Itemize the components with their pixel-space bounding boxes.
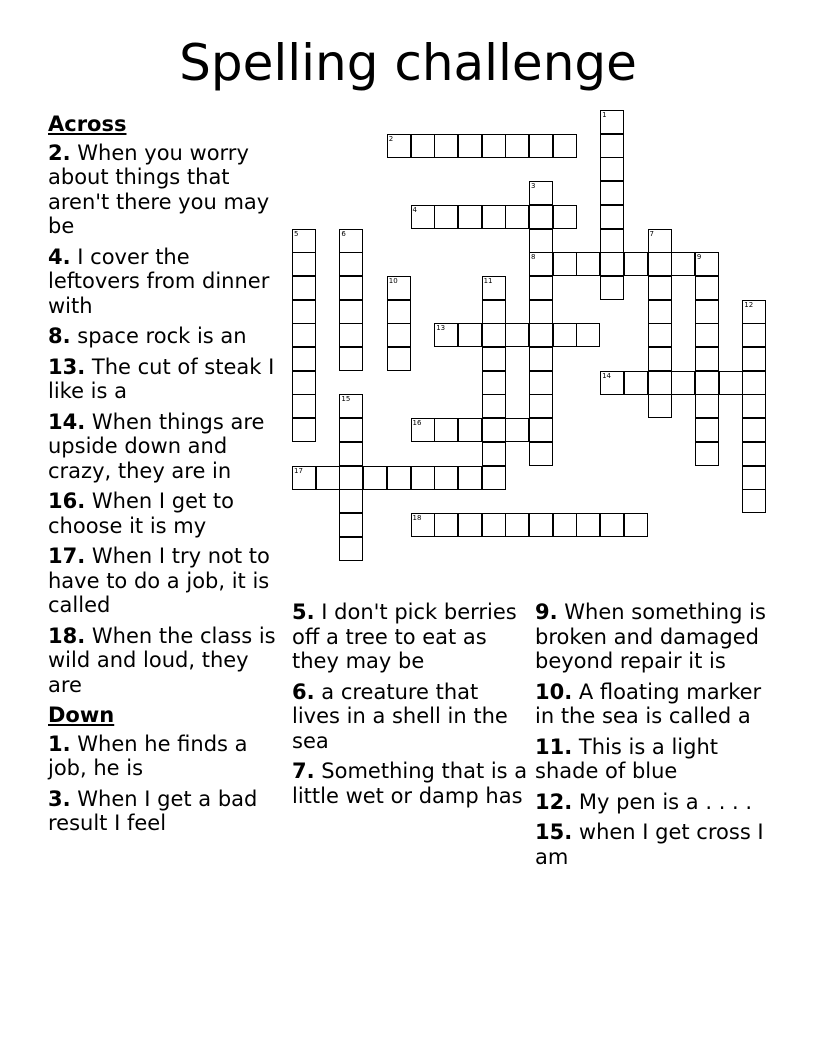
grid-cell[interactable] xyxy=(742,347,766,371)
grid-cell[interactable] xyxy=(648,252,672,276)
grid-cell[interactable] xyxy=(600,110,624,134)
grid-cell[interactable] xyxy=(458,513,482,537)
grid-cell[interactable] xyxy=(553,323,577,347)
grid-cell[interactable] xyxy=(292,418,316,442)
grid-cell[interactable] xyxy=(624,252,648,276)
cell-number: 9 xyxy=(696,253,702,262)
grid-cell[interactable] xyxy=(339,229,363,253)
grid-cell[interactable] xyxy=(600,229,624,253)
cell-number: 3 xyxy=(531,182,536,191)
clue-number: 12. xyxy=(535,789,573,814)
grid-cell[interactable] xyxy=(505,205,529,229)
grid-cell[interactable] xyxy=(742,442,766,466)
grid-cell[interactable] xyxy=(671,252,695,276)
grid-cell[interactable] xyxy=(529,229,553,253)
clue-number: 4. xyxy=(48,244,71,269)
grid-cell[interactable] xyxy=(482,276,506,300)
grid-cell[interactable] xyxy=(292,347,316,371)
down-heading: Down xyxy=(48,703,115,727)
grid-cell[interactable] xyxy=(742,489,766,513)
grid-cell[interactable] xyxy=(648,394,672,418)
grid-cell[interactable] xyxy=(648,323,672,347)
clue-number: 9. xyxy=(535,600,558,624)
clue-text: When something is broken and damaged beyond repair it is xyxy=(535,600,766,673)
grid-cell[interactable] xyxy=(292,394,316,418)
clue-text: When I get to choose it is my xyxy=(48,489,234,538)
clue-text: When I get a bad result I feel xyxy=(48,786,258,835)
grid-cell[interactable] xyxy=(529,181,553,205)
cell-number: 15 xyxy=(341,395,351,404)
grid-cell[interactable] xyxy=(411,466,435,490)
grid-cell[interactable] xyxy=(434,513,458,537)
grid-cell[interactable] xyxy=(339,300,363,324)
cell-number: 1 xyxy=(602,111,607,119)
grid-cell[interactable] xyxy=(458,323,482,347)
clue-text: My pen is a . . . . xyxy=(578,789,753,814)
grid-cell[interactable] xyxy=(600,134,624,158)
clue-number: 11. xyxy=(535,734,573,759)
grid-cell[interactable] xyxy=(529,134,553,158)
clue-text: The cut of steak I like is a xyxy=(48,354,275,403)
grid-cell[interactable] xyxy=(411,513,435,537)
grid-cell[interactable] xyxy=(529,276,553,300)
clue-number: 15. xyxy=(535,820,573,844)
clue-text: When I try not to have to do a job, it is called xyxy=(48,544,270,617)
grid-cell[interactable] xyxy=(600,276,624,300)
grid-cell[interactable] xyxy=(529,442,553,466)
clue-text: When things are upside down and crazy, they are in xyxy=(48,409,265,483)
grid-cell[interactable] xyxy=(434,323,458,347)
grid-cell[interactable] xyxy=(292,276,316,300)
grid-cell[interactable] xyxy=(482,442,506,466)
grid-cell[interactable] xyxy=(529,371,553,395)
grid-cell[interactable] xyxy=(339,466,363,490)
grid-cell[interactable] xyxy=(695,252,719,276)
grid-cell[interactable] xyxy=(600,371,624,395)
grid-cell[interactable] xyxy=(624,371,648,395)
clue-number: 10. xyxy=(535,679,573,704)
grid-cell[interactable] xyxy=(387,134,411,158)
grid-cell[interactable] xyxy=(339,323,363,347)
grid-cell[interactable] xyxy=(695,418,719,442)
cell-number: 10 xyxy=(388,276,398,285)
grid-cell[interactable] xyxy=(339,394,363,418)
cell-number: 6 xyxy=(341,229,346,238)
clue-number: 16. xyxy=(48,489,86,513)
grid-cell[interactable] xyxy=(600,252,624,276)
grid-cell[interactable] xyxy=(482,466,506,490)
clue-text: I cover the leftovers from dinner with xyxy=(48,244,270,318)
grid-cell[interactable] xyxy=(529,323,553,347)
grid-cell[interactable] xyxy=(434,134,458,158)
grid-cell[interactable] xyxy=(576,513,600,537)
grid-cell[interactable] xyxy=(600,181,624,205)
grid-cell[interactable] xyxy=(695,276,719,300)
grid-cell[interactable] xyxy=(553,252,577,276)
cell-number: 18 xyxy=(412,513,422,522)
clue-text: Something that is a little wet or damp has xyxy=(292,759,528,808)
grid-cell[interactable] xyxy=(458,466,482,490)
grid-cell[interactable] xyxy=(339,513,363,537)
clue-number: 14. xyxy=(48,409,86,434)
cell-number: 7 xyxy=(649,229,654,238)
grid-cell[interactable] xyxy=(316,466,340,490)
across-heading: Across xyxy=(48,112,127,136)
grid-cell[interactable] xyxy=(411,134,435,158)
grid-cell[interactable] xyxy=(576,323,600,347)
grid-cell[interactable] xyxy=(339,442,363,466)
grid-cell[interactable] xyxy=(292,323,316,347)
clue-number: 18. xyxy=(48,623,86,648)
cell-number: 8 xyxy=(531,253,536,262)
clue-number: 7. xyxy=(292,759,315,783)
grid-cell[interactable] xyxy=(387,466,411,490)
grid-cell[interactable] xyxy=(742,394,766,418)
cell-number: 4 xyxy=(412,205,417,214)
grid-cell[interactable] xyxy=(339,276,363,300)
grid-cell[interactable] xyxy=(695,300,719,324)
grid-cell[interactable] xyxy=(742,371,766,395)
cell-number: 13 xyxy=(436,324,446,333)
grid-cell[interactable] xyxy=(742,466,766,490)
grid-cell[interactable] xyxy=(292,371,316,395)
grid-cell[interactable] xyxy=(742,418,766,442)
grid-cell[interactable] xyxy=(482,134,506,158)
grid-cell[interactable] xyxy=(339,537,363,561)
grid-cell[interactable] xyxy=(458,134,482,158)
grid-cell[interactable] xyxy=(387,300,411,324)
grid-cell[interactable] xyxy=(505,323,529,347)
grid-cell[interactable] xyxy=(482,394,506,418)
grid-cell[interactable] xyxy=(482,347,506,371)
clue-number: 3. xyxy=(48,786,71,811)
grid-cell[interactable] xyxy=(648,371,672,395)
grid-cell[interactable] xyxy=(529,418,553,442)
grid-cell[interactable] xyxy=(292,252,316,276)
grid-cell[interactable] xyxy=(624,513,648,537)
grid-cell[interactable] xyxy=(482,300,506,324)
grid-cell[interactable] xyxy=(648,229,672,253)
grid-cell[interactable] xyxy=(482,205,506,229)
grid-cell[interactable] xyxy=(411,205,435,229)
clue-text: space rock is an xyxy=(77,324,247,348)
clue-number: 8. xyxy=(48,324,71,348)
grid-cell[interactable] xyxy=(482,513,506,537)
grid-cell[interactable] xyxy=(505,513,529,537)
grid-cell[interactable] xyxy=(482,371,506,395)
grid-cell[interactable] xyxy=(529,205,553,229)
clue-text: This is a light shade of blue xyxy=(535,734,719,783)
clue-number: 2. xyxy=(48,140,71,165)
cell-number: 17 xyxy=(294,466,303,475)
grid-cell[interactable] xyxy=(387,276,411,300)
clue-text: I don't pick berries off a tree to eat as they may be xyxy=(292,600,517,673)
grid-cell[interactable] xyxy=(695,323,719,347)
grid-cell[interactable] xyxy=(648,276,672,300)
grid-cell[interactable] xyxy=(292,466,316,490)
grid-cell[interactable] xyxy=(553,134,577,158)
clue-text: A floating marker in the sea is called a xyxy=(535,679,762,728)
clue-number: 6. xyxy=(292,679,315,704)
grid-cell[interactable] xyxy=(411,418,435,442)
grid-cell[interactable] xyxy=(339,252,363,276)
clue-number: 13. xyxy=(48,354,86,379)
grid-cell[interactable] xyxy=(292,300,316,324)
grid-cell[interactable] xyxy=(434,418,458,442)
grid-cell[interactable] xyxy=(742,300,766,324)
cell-number: 14 xyxy=(602,371,612,380)
cell-number: 5 xyxy=(294,229,299,238)
grid-cell[interactable] xyxy=(529,300,553,324)
grid-cell[interactable] xyxy=(387,347,411,371)
grid-cell[interactable] xyxy=(434,205,458,229)
page-title: Spelling challenge xyxy=(179,34,637,92)
grid-cell[interactable] xyxy=(648,347,672,371)
grid-cell[interactable] xyxy=(600,205,624,229)
clue-text: a creature that lives in a shell in the sea xyxy=(292,679,508,753)
grid-cell[interactable] xyxy=(576,252,600,276)
cell-number: 12 xyxy=(744,300,754,309)
clue-number: 17. xyxy=(48,544,86,568)
grid-cell[interactable] xyxy=(292,229,316,253)
grid-cell[interactable] xyxy=(458,205,482,229)
grid-cell[interactable] xyxy=(339,418,363,442)
grid-cell[interactable] xyxy=(363,466,387,490)
cell-number: 2 xyxy=(388,134,394,143)
grid-cell[interactable] xyxy=(600,157,624,181)
grid-cell[interactable] xyxy=(482,418,506,442)
clue-text: When the class is wild and loud, they are xyxy=(48,623,276,697)
clue-text: When you worry about things that aren't there you may be xyxy=(48,140,270,238)
cell-number: 16 xyxy=(412,419,422,428)
grid-cell[interactable] xyxy=(505,418,529,442)
grid-cell[interactable] xyxy=(695,347,719,371)
grid-cell[interactable] xyxy=(505,134,529,158)
grid-cell[interactable] xyxy=(529,252,553,276)
clue-text: When he finds a job, he is xyxy=(48,731,248,780)
clue-text: when I get cross I am xyxy=(535,820,764,869)
grid-cell[interactable] xyxy=(529,513,553,537)
grid-cell[interactable] xyxy=(553,513,577,537)
grid-cell[interactable] xyxy=(434,466,458,490)
clue-number: 5. xyxy=(292,600,315,624)
grid-cell[interactable] xyxy=(339,489,363,513)
grid-cell[interactable] xyxy=(648,300,672,324)
grid-cell[interactable] xyxy=(553,205,577,229)
grid-cell[interactable] xyxy=(529,394,553,418)
grid-cell[interactable] xyxy=(458,418,482,442)
clue-number: 1. xyxy=(48,731,71,756)
cell-number: 11 xyxy=(483,276,493,285)
grid-cell[interactable] xyxy=(695,371,719,395)
grid-cell[interactable] xyxy=(600,513,624,537)
grid-cell[interactable] xyxy=(529,347,553,371)
grid-cell[interactable] xyxy=(695,394,719,418)
grid-cell[interactable] xyxy=(695,442,719,466)
grid-cell[interactable] xyxy=(719,371,743,395)
grid-cell[interactable] xyxy=(482,323,506,347)
grid-cell[interactable] xyxy=(387,323,411,347)
grid-cell[interactable] xyxy=(742,323,766,347)
grid-cell[interactable] xyxy=(339,347,363,371)
grid-cell[interactable] xyxy=(671,371,695,395)
